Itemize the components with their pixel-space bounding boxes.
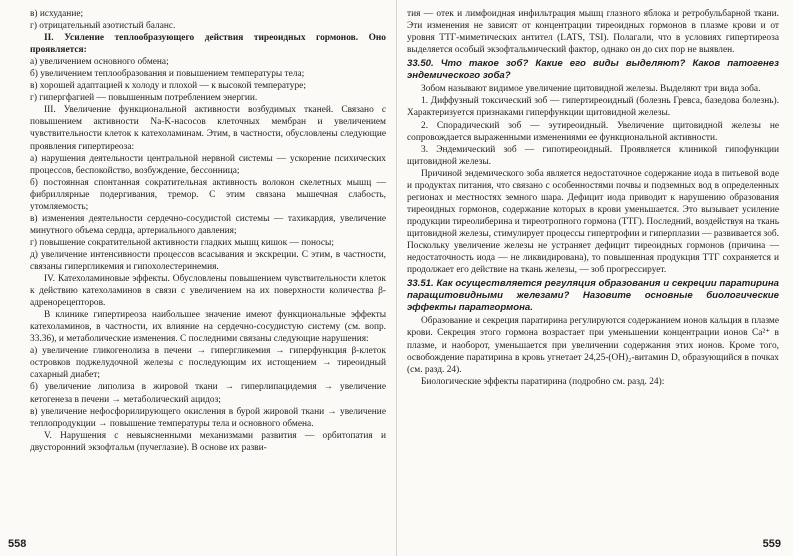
question-heading: 33.51. Как осуществляется регуляция образования и секреции паратирина паращитовидными железами? Назовите основные биологические эффекты паратгормона. [407, 278, 779, 314]
paragraph: б) увеличение липолиза в жировой ткани → гиперлипацидемия → увеличение кетогенеза в печени → метаболический ацидоз; [30, 382, 386, 405]
paragraph: Образование и секреция паратирина регулируются содержанием ионов кальция в плазме крови. Секреция этого гормона возрастает при уменьшении концентрации ионов Ca²⁺ в плазме, и наоборот, уменьшается при увеличении содержания этих ионов. Кроме того, освобождение паратирина в кровь угнетает 24,25-(OH)₂-витамин D, образующийся в почках (см. разд. 24). [407, 316, 779, 375]
section-heading-paragraph: II. Усиление теплообразующего действия тиреоидных гормонов. Оно проявляется: [30, 33, 386, 56]
section-heading-paragraph: III. Увеличение функциональной активности возбудимых тканей. Связано с повышением активности Na-K-насосов клеточных мембран и увеличением чувствительности клеток к катехоламинам. Этим, в частности, обусловлены следующие проявления гипертиреоза: [30, 105, 386, 152]
paragraph: 1. Диффузный токсический зоб — гипертиреоидный (болезнь Гревса, базедова болезнь). Характеризуется признаками гиперфункции щитовидной железы. [407, 96, 779, 119]
paragraph: а) увеличением основного обмена; [30, 57, 169, 68]
paragraph: г) отрицательный азотистый баланс. [30, 21, 176, 32]
page-number: 559 [762, 538, 781, 550]
paragraph: Причиной эндемического зоба является недостаточное содержание иода в питьевой воде и продуктах питания, что связано с особенностями почвы и подземных вод в определенных регионах и местностях земного шара. Дефицит иода приводит к нарушению образования тиреоидных гормонов, содержание которых в крови уменьшается. Это вызывает усиление продукции тиреолиберина и тиреотропного гормона (ТТГ). Последний, воздействуя на ткань щитовидной железы, стимулирует процессы гипертрофии и гиперплазии — развивается зоб. Поскольку увеличение железы не устраняет дефицит тиреоидных гормонов (причина — недостаточность иода — не ликвидирована), то повышенная продукция ТТГ сохраняется и продолжает его действие на ткань железы, — зоб прогрессирует. [407, 168, 779, 276]
paragraph: В клинике гипертиреоза наибольшее значение имеют функциональные эффекты катехоламинов, в частности, их влияние на сердечно-сосудистую систему (см. вопр. 33.36), и метаболические изменения. С последними связаны следующие нарушения: [30, 310, 386, 345]
paragraph: б) постоянная спонтанная сократительная активность волокон скелетных мышц — фибриллярные подергивания, тремор. С этим связана мышечная слабость, утомляемость; [30, 177, 386, 212]
question-heading: 33.50. Что такое зоб? Какие его виды выделяют? Каков патогенез эндемического зоба? [407, 58, 779, 82]
paragraph: г) гипергфагией — повышенным потреблением энергии. [30, 93, 258, 104]
paragraph: г) повышение сократительной активности гладких мышц кишок — поносы; [30, 237, 334, 248]
paragraph: а) увеличение гликогенолиза в печени → гипергликемия → гиперфункция β-клеток островков поджелудочной железы с последующим их истощением → тиреоидный сахарный диабет; [30, 346, 386, 381]
paragraph: в) хорошей адаптацией к холоду и плохой — к высокой температуре; [30, 81, 306, 92]
page-number: 558 [8, 538, 27, 550]
paragraph: 2. Спорадический зоб — эутиреоидный. Увеличение щитовидной железы не сопровождается выраженными изменениями ее функциональной активности. [407, 120, 779, 143]
section-heading-paragraph: V. Нарушения с невыясненными механизмами развития — орбитопатия и двусторонний экзофтальм (пучеглазие). В основе их разви- [30, 430, 386, 453]
paragraph: Зобом называют видимое увеличение щитовидной железы. Выделяют три вида зоба. [421, 84, 761, 95]
paragraph: в) изменения деятельности сердечно-сосудистой системы — тахикардия, увеличение минутного объема сердца, артериального давления; [30, 213, 386, 236]
left-page [0, 0, 396, 556]
right-page [396, 0, 793, 556]
paragraph: в) исхудание; [30, 9, 84, 19]
section-heading-paragraph: IV. Катехоламиновые эффекты. Обусловлены повышением чувствительности клеток к действию катехоламинов в связи с увеличением на их поверхности количества β-адренорецепторов. [30, 274, 386, 309]
paragraph: в) увеличение нефосфорилирующего окисления в бурой жировой ткани → увеличение теплопродукции → повышение температуры тела и основного обмена. [30, 406, 386, 429]
paragraph: д) увеличение интенсивности процессов всасывания и экскреции. С этим, в частности, связаны гипергликемия и гипохолестеринемия. [30, 249, 386, 272]
paragraph: 3. Эндемический зоб — гипотиреоидный. Проявляется клиникой гипофункции щитовидной железы. [407, 144, 779, 167]
paragraph: тия — отек и лимфоидная инфильтрация мышц глазного яблока и ретробульбарной ткани. Эти изменения не зависят от концентрации тиреоидных гормонов в плазме крови и от уровня ТТГ-миметических антител (LATS, TSI). Полагали, что в условиях гипертиреоза выделяется особый экзофтальмический фактор, однако он до сих пор не выявлен. [407, 9, 779, 56]
paragraph: а) нарушения деятельности центральной нервной системы — ускорение психических процессов, беспокойство, возбуждение, бессонница; [30, 153, 386, 176]
paragraph: Биологические эффекты паратирина (подробно см. разд. 24): [421, 376, 665, 387]
paragraph: б) увеличением теплообразования и повышением температуры тела; [30, 69, 305, 80]
